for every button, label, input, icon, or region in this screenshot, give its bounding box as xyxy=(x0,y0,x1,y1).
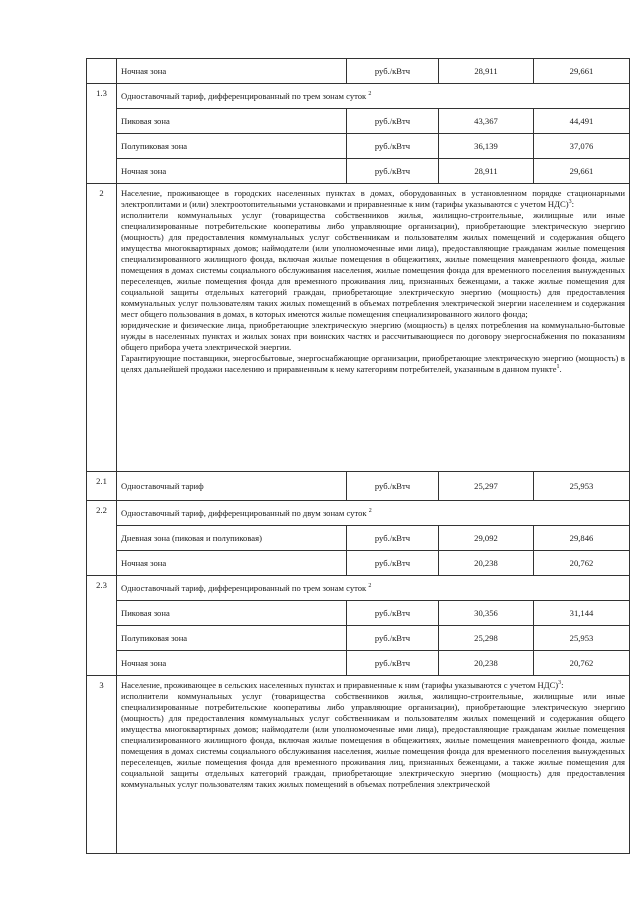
value-period-1: 25,297 xyxy=(439,472,534,501)
value-period-1: 29,092 xyxy=(439,526,534,551)
zone-name: Ночная зона xyxy=(117,159,347,184)
value-period-1: 43,367 xyxy=(439,109,534,134)
value-period-2: 37,076 xyxy=(534,134,630,159)
unit: руб./кВтч xyxy=(347,526,439,551)
table-row xyxy=(87,159,630,184)
tariff-table xyxy=(86,58,630,854)
description-intro: Население, проживающее в городских населенных пунктах в домах, оборудованных в установленном порядке стационарными электроплитами и (или) электроотопительными установками и приравненные к ним (тарифы указываются с учетом НДС)$^3$: xyxy=(121,188,625,209)
footnote-marker: 3 xyxy=(558,680,562,687)
section-header-row xyxy=(87,501,630,526)
footnote-marker: 2 xyxy=(368,90,372,97)
row-number xyxy=(87,59,117,84)
zone-name: Полупиковая зона xyxy=(117,134,347,159)
row-number: 3 xyxy=(87,676,117,854)
zone-name: Одноставочный тариф xyxy=(117,472,347,501)
description-intro: Население, проживающее в сельских населенных пунктах и приравненные к ним (тарифы указываются с учетом НДС)$^3$: xyxy=(121,680,564,690)
footnote-marker: 2 xyxy=(368,582,372,589)
unit: руб./кВтч xyxy=(347,472,439,501)
section-description xyxy=(117,676,630,854)
unit: руб./кВтч xyxy=(347,59,439,84)
value-period-2: 29,661 xyxy=(534,159,630,184)
row-number: 2.2 xyxy=(87,501,117,576)
row-number: 2 xyxy=(87,184,117,472)
value-period-2: 29,846 xyxy=(534,526,630,551)
value-period-2: 25,953 xyxy=(534,472,630,501)
value-period-1: 20,238 xyxy=(439,651,534,676)
zone-name: Дневная зона (пиковая и полупиковая) xyxy=(117,526,347,551)
description-paragraph: исполнители коммунальных услуг (товарищества собственников жилья, жилищно-строительные, жилищные или иные специализированные потребительские кооперативы либо управляющие организации), приобретающие электрическую энергию (мощность) для предоставления коммунальных услуг собственникам и пользователям жилых помещений и содержания общего имущества многоквартирных домов; наймодатели (или уполномоченные ими лица), предоставляющие гражданам жилые помещения специализированного жилищного фонда, включая жилые помещения в общежитиях, жилые помещения маневренного фонда, жилые помещения в домах системы социального обслуживания населения, жилые помещения фонда для временного поселения вынужденных переселенцев, жилые помещения фонда для временного проживания лиц, признанных беженцами, а также жилые помещения для социальной защиты отдельных категорий граждан, приобретающие электрическую энергию (мощность) для предоставления коммунальных услуг пользователям таких жилых помещений в объемах потребления электрической xyxy=(121,691,625,789)
description-paragraph: исполнители коммунальных услуг (товарищества собственников жилья, жилищно-строительные, жилищные или иные специализированные потребительские кооперативы либо управляющие организации), приобретающие электрическую энергию (мощность) для предоставления коммунальных услуг собственникам и пользователям жилых помещений и содержания общего имущества многоквартирных домов; наймодатели (или уполномоченные ими лица), предоставляющие гражданам жилые помещения специализированного жилищного фонда, включая жилые помещения в общежитиях, жилые помещения маневренного фонда, жилые помещения в домах системы социального обслуживания населения, жилые помещения фонда для временного поселения вынужденных переселенцев, жилые помещения фонда для временного проживания лиц, признанных беженцами, а также жилые помещения для социальной защиты отдельных категорий граждан, приобретающие электрическую энергию (мощность) для предоставления коммунальных услуг пользователям таких жилых помещений в объемах потребления электрической энергии населением и содержания мест общего пользования в домах, в которых имеются жилые помещения специализированного жилого фонда; xyxy=(121,210,625,319)
section-description xyxy=(117,184,630,472)
unit: руб./кВтч xyxy=(347,626,439,651)
footnote-marker: 3 xyxy=(568,199,572,206)
section-header-row xyxy=(87,576,630,601)
value-period-1: 36,139 xyxy=(439,134,534,159)
table-row xyxy=(87,526,630,551)
zone-name: Пиковая зона xyxy=(117,601,347,626)
value-period-1: 20,238 xyxy=(439,551,534,576)
value-period-2: 20,762 xyxy=(534,651,630,676)
zone-name: Пиковая зона xyxy=(117,109,347,134)
footnote-marker: 1 xyxy=(556,364,560,371)
table-row xyxy=(87,651,630,676)
value-period-2: 29,661 xyxy=(534,59,630,84)
value-period-2: 44,491 xyxy=(534,109,630,134)
section-title: Одноставочный тариф, дифференцированный по двум зонам суток $^2$ xyxy=(117,501,630,526)
table-row xyxy=(87,59,630,84)
value-period-1: 25,298 xyxy=(439,626,534,651)
section-description-row xyxy=(87,676,630,854)
row-number: 2.3 xyxy=(87,576,117,676)
unit: руб./кВтч xyxy=(347,551,439,576)
value-period-2: 20,762 xyxy=(534,551,630,576)
table-row xyxy=(87,109,630,134)
table-row xyxy=(87,134,630,159)
unit: руб./кВтч xyxy=(347,159,439,184)
unit: руб./кВтч xyxy=(347,601,439,626)
unit: руб./кВтч xyxy=(347,134,439,159)
zone-name: Ночная зона xyxy=(117,551,347,576)
description-paragraph: юридические и физические лица, приобретающие электрическую энергию (мощность) в целях потребления на коммунально-бытовые нужды в населенных пунктах и жилых зонах при воинских частях и рассчитывающиеся по договору энергоснабжения по показаниям общего прибора учета электрической энергии. xyxy=(121,320,625,352)
value-period-2: 25,953 xyxy=(534,626,630,651)
value-period-2: 31,144 xyxy=(534,601,630,626)
value-period-1: 30,356 xyxy=(439,601,534,626)
unit: руб./кВтч xyxy=(347,109,439,134)
section-title: Одноставочный тариф, дифференцированный по трем зонам суток $^2$ xyxy=(117,84,630,109)
value-period-1: 28,911 xyxy=(439,59,534,84)
section-header-row xyxy=(87,84,630,109)
zone-name: Ночная зона xyxy=(117,651,347,676)
zone-name: Полупиковая зона xyxy=(117,626,347,651)
zone-name: Ночная зона xyxy=(117,59,347,84)
description-paragraph: Гарантирующие поставщики, энергосбытовые, энергоснабжающие организации, приобретающие электрическую энергию (мощность) в целях дальнейшей продажи населению и приравненным к нему категориям потребителей, указанным в данном пункте$^1$. xyxy=(121,353,625,374)
value-period-1: 28,911 xyxy=(439,159,534,184)
table-row xyxy=(87,551,630,576)
row-number: 1.3 xyxy=(87,84,117,184)
table-row xyxy=(87,472,630,501)
unit: руб./кВтч xyxy=(347,651,439,676)
table-row xyxy=(87,601,630,626)
section-title: Одноставочный тариф, дифференцированный по трем зонам суток $^2$ xyxy=(117,576,630,601)
section-description-row xyxy=(87,184,630,472)
footnote-marker: 2 xyxy=(368,507,372,514)
table-row xyxy=(87,626,630,651)
row-number: 2.1 xyxy=(87,472,117,501)
